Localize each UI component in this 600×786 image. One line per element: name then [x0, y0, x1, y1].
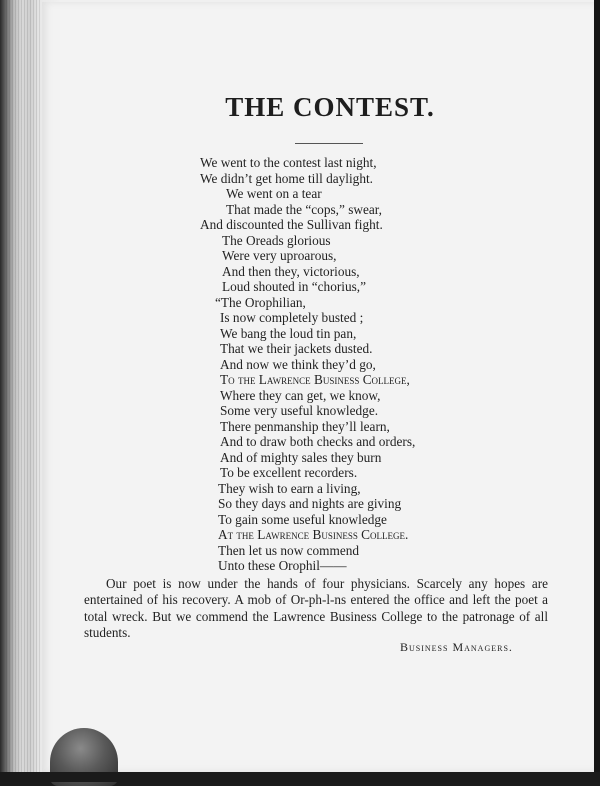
poem-line: And of mighty sales they burn: [220, 449, 382, 465]
poem-line: We didn’t get home till daylight.: [200, 170, 373, 186]
poem-line: Then let us now commend: [218, 542, 360, 558]
poem-line: That made the “cops,” swear,: [226, 201, 383, 217]
poem-line: And now we think they’d go,: [220, 356, 376, 372]
page-title: THE CONTEST.: [225, 92, 435, 122]
poem-line: We bang the loud tin pan,: [220, 325, 357, 341]
poem-line: And to draw both checks and orders,: [220, 434, 416, 449]
poem-line: And then they, victorious,: [222, 263, 360, 279]
poem-line: They wish to earn a living,: [218, 480, 361, 496]
poem-line: So they days and nights are giving: [218, 496, 402, 511]
poem-line: There penmanship they’ll learn,: [220, 418, 390, 434]
poem-line: The Oreads glorious: [222, 232, 331, 248]
poem-line: Were very uproarous,: [222, 248, 337, 263]
poem-line: Unto these Orophil——: [218, 558, 347, 573]
poem-line: Where they can get, we know,: [220, 387, 381, 403]
poem-line: To gain some useful knowledge: [218, 511, 387, 527]
bottom-shadow: [0, 772, 600, 782]
title-divider: [295, 143, 363, 144]
poem-line: And discounted the Sullivan fight.: [200, 217, 383, 232]
poem-line: “The Orophilian,: [215, 294, 306, 310]
poem-line: Loud shouted in “chorius,”: [222, 279, 367, 294]
poem-line: At the Lawrence Business College.: [218, 527, 409, 542]
poem-line: We went on a tear: [226, 186, 322, 201]
poem-line: We went to the contest last night,: [200, 155, 377, 170]
signature: Business Managers.: [400, 640, 513, 654]
poem-line: That we their jackets dusted.: [220, 341, 373, 356]
poem-line: To the Lawrence Business College,: [220, 372, 410, 387]
poem-line: To be excellent recorders.: [220, 465, 358, 480]
closing-paragraph: Our poet is now under the hands of four physicians. Scarcely any hopes are entertained of his recovery. A mob of Or-ph-l-ns entered the office and left the poet a total wreck. But we commend the Lawrence Business College to the patronage of all students.: [84, 576, 548, 640]
poem-line: Is now completely busted ;: [220, 310, 364, 325]
poem-line: Some very useful knowledge.: [220, 403, 379, 418]
